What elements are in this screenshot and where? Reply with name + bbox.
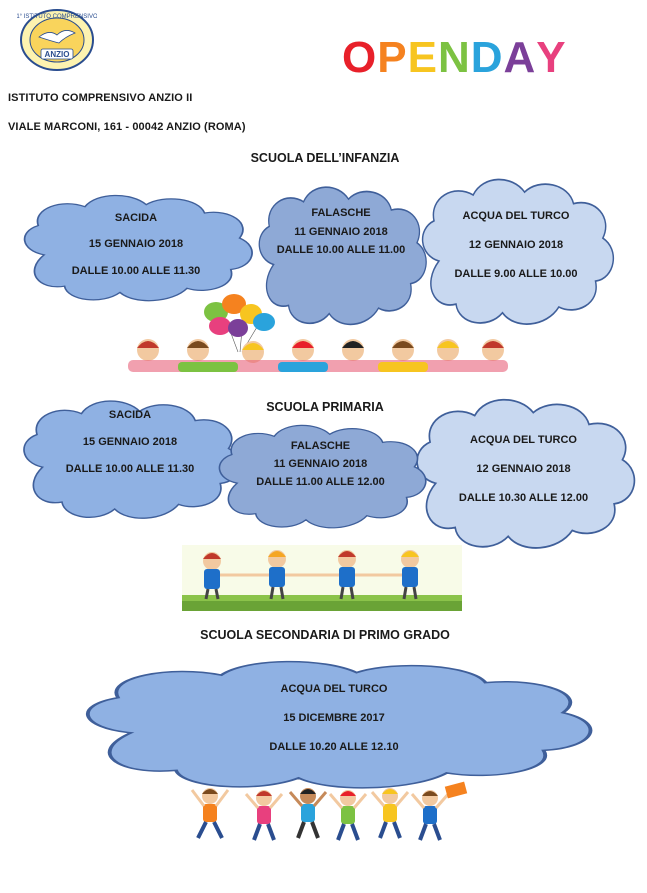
title-letter: P bbox=[377, 33, 408, 82]
event-place: SACIDA bbox=[114, 212, 158, 224]
title-letter: Y bbox=[536, 33, 567, 82]
title-letter: A bbox=[503, 33, 537, 82]
event-date: 11 GENNAIO 2018 bbox=[294, 226, 388, 238]
event-date: 12 GENNAIO 2018 bbox=[476, 463, 571, 475]
cloud-infanzia-sacida bbox=[12, 190, 260, 305]
event-place: ACQUA DEL TURCO bbox=[280, 683, 388, 695]
section-heading-secondaria: SCUOLA SECONDARIA DI PRIMO GRADO bbox=[200, 628, 450, 642]
cloud-primaria-acqua bbox=[405, 392, 642, 554]
title-letter: O bbox=[342, 33, 378, 82]
title-letter: N bbox=[437, 33, 471, 82]
section-heading-infanzia: SCUOLA DELL’INFANZIA bbox=[250, 151, 400, 165]
event-time: DALLE 10.20 ALLE 12.10 bbox=[269, 741, 399, 753]
title-letter: E bbox=[407, 33, 438, 82]
event-time: DALLE 10.00 ALLE 11.00 bbox=[276, 244, 406, 256]
event-time: DALLE 10.30 ALLE 12.00 bbox=[458, 492, 589, 504]
school-address: VIALE MARCONI, 161 - 00042 ANZIO (ROMA) bbox=[8, 121, 246, 133]
event-place: ACQUA DEL TURCO bbox=[462, 210, 570, 222]
children-grass-illustration bbox=[182, 545, 462, 611]
event-place: ACQUA DEL TURCO bbox=[470, 434, 577, 446]
cloud-primaria-falasche bbox=[208, 420, 433, 532]
event-place: FALASCHE bbox=[311, 207, 371, 219]
event-time: DALLE 11.00 ALLE 12.00 bbox=[256, 476, 385, 488]
event-place: SACIDA bbox=[108, 409, 152, 421]
jumping-children-illustration bbox=[178, 778, 478, 850]
page-title bbox=[342, 33, 567, 83]
children-balloons-illustration bbox=[118, 290, 518, 380]
event-date: 15 GENNAIO 2018 bbox=[82, 436, 178, 448]
cloud-secondaria-acqua bbox=[60, 655, 608, 793]
event-date: 11 GENNAIO 2018 bbox=[273, 458, 368, 470]
logo-text-top: 1° ISTITUTO COMPRENSIVO bbox=[17, 14, 97, 20]
title-letter: D bbox=[470, 33, 504, 82]
section-heading-primaria: SCUOLA PRIMARIA bbox=[266, 400, 384, 414]
event-place: FALASCHE bbox=[290, 440, 351, 452]
event-date: 15 DICEMBRE 2017 bbox=[283, 712, 385, 724]
event-time: DALLE 9.00 ALLE 10.00 bbox=[454, 268, 578, 280]
school-logo bbox=[17, 7, 97, 73]
school-name: ISTITUTO COMPRENSIVO ANZIO II bbox=[8, 92, 193, 104]
event-date: 12 GENNAIO 2018 bbox=[468, 239, 564, 251]
logo-text-bottom: ANZIO bbox=[44, 50, 70, 59]
event-time: DALLE 10.00 ALLE 11.30 bbox=[71, 265, 201, 277]
event-date: 15 GENNAIO 2018 bbox=[88, 238, 184, 250]
event-time: DALLE 10.00 ALLE 11.30 bbox=[65, 463, 195, 475]
